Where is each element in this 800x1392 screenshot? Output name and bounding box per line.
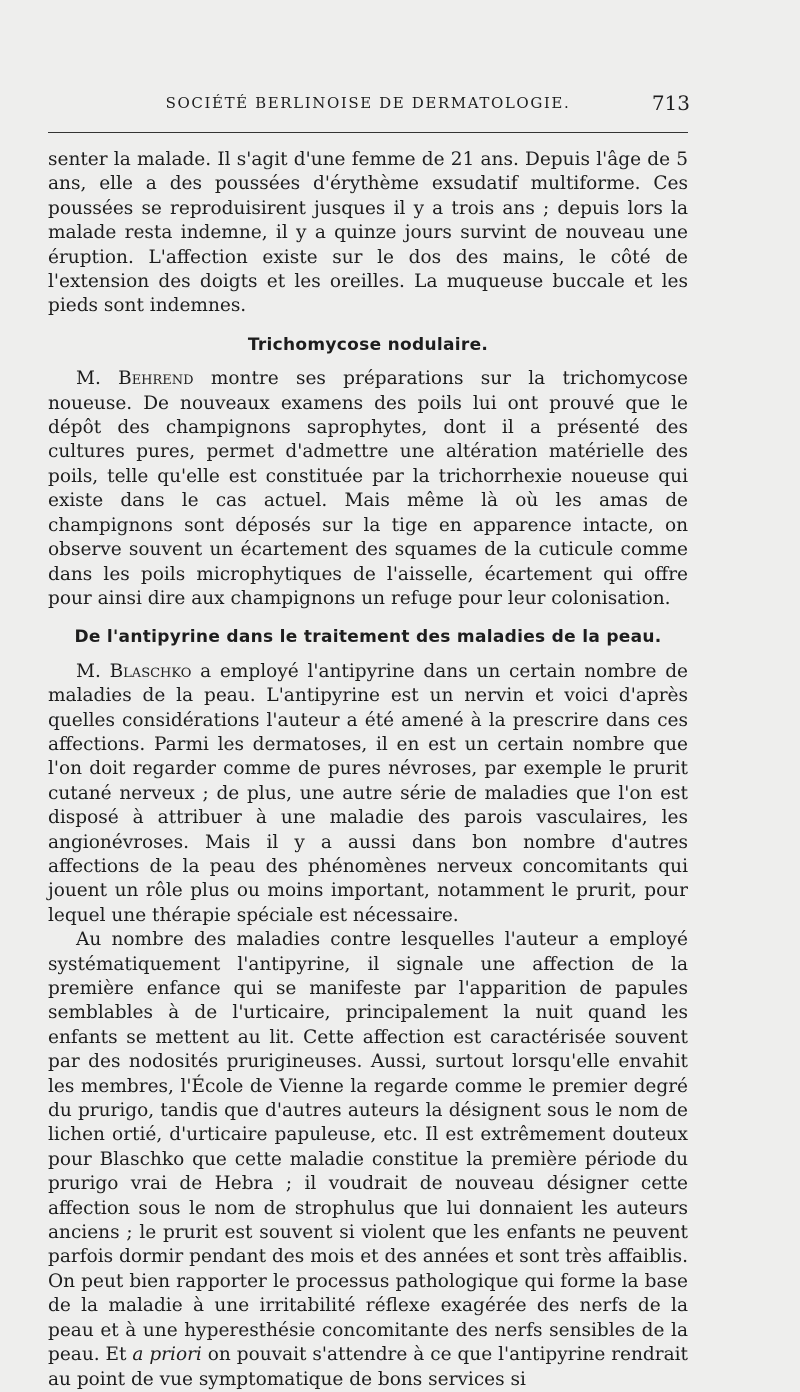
author-name: Behrend: [118, 368, 194, 390]
section-heading-trichomycose: Trichomycose nodulaire.: [247, 334, 489, 355]
author-name: Blaschko: [109, 660, 192, 682]
paragraph-text: a employé l'antipyrine dans un certain nombre de maladies de la peau. L'antipyrine est un nervin et voici d'après quelles considérations l'auteur a été amené à la prescrire dans ces affections. Parmi les dermatoses, il en est un certain nombre que l'on doit regarder comme de pures névroses, par exemple le prurit cutané nerveux ; de plus, une autre série de maladies que l'on est disposé à attribuer à une maladie des parois vasculaires, les angionévroses. Mais il y a aussi dans bon nombre d'autres affections de la peau des phénomènes nerveux concomitants qui jouent un rôle plus ou moins important, notamment le prurit, pour lequel une thérapie spéciale est nécessaire.: [48, 660, 688, 926]
paragraph-behrend: [48, 367, 688, 611]
paragraph-text: montre ses préparations sur la trichomycose noueuse. De nouveaux examens des poils lui ont prouvé que le dépôt des champignons saprophytes, dont il a présenté des cultures pures, permet d'admettre une altération matérielle des poils, telle qu'elle est constituée par la trichorrhexie noueuse qui existe dans le cas actuel. Mais même là où les amas de champignons sont déposés sur la tige en apparence intacte, on observe souvent un écartement des squames de la cuticule comme dans les poils microphytiques de l'aisselle, écartement qui offre pour ainsi dire aux champignons un refuge pour leur colonisation.: [48, 368, 688, 609]
header-rule: [48, 132, 688, 133]
paragraph-continued: senter la malade. Il s'agit d'une femme de 21 ans. Depuis l'âge de 5 ans, elle a des poussées d'érythème exsudatif multiforme. Ces poussées se reproduisirent jusques il y a trois ans ; depuis lors la malade resta indemne, il y a quinze jours survint de nouveau une éruption. L'affection existe sur le dos des mains, le côté de l'extension des doigts et les oreilles. La muqueuse buccale et les pieds sont indemnes.: [48, 149, 688, 317]
paragraph-prefix: M.: [76, 660, 110, 682]
paragraph-prefix: M.: [76, 368, 119, 390]
italic-phrase: a priori: [132, 1344, 202, 1366]
paragraph-text-end: on pouvait s'attendre à ce que l'antipyrine rendrait au point de vue symptomatique de bons services si: [48, 1344, 688, 1390]
section-heading-antipyrine: De l'antipyrine dans le traitement des maladies de la peau.: [74, 627, 662, 648]
paragraph-strophulus: [48, 928, 688, 1392]
page-number: 713: [651, 91, 690, 115]
running-head: [48, 91, 690, 118]
paragraph-text: Au nombre des maladies contre lesquelles l'auteur a employé systématiquement l'antipyrine, il signale une affection de la première enfance qui se manifeste par l'apparition de papules semblables à de l'urticaire, principalement la nuit quand les enfants se mettent au lit. Cette affection est caractérisée souvent par des nodosités prurigineuses. Aussi, surtout lorsqu'elle envahit les membres, l'École de Vienne la regarde comme le premier degré du prurigo, tandis que d'autres auteurs la désignent sous le nom de lichen ortié, d'urticaire papuleuse, etc. Il est extrêmement douteux pour Blaschko que cette maladie constitue la première période du prurigo vrai de Hebra ; il voudrait de nouveau désigner cette affection sous le nom de strophulus que lui donnaient les auteurs anciens ; le prurit est souvent si violent que les enfants ne peuvent parfois dormir pendant des mois et des années et sont très affaiblis. On peut bien rapporter le processus pathologique qui forme la base de la maladie à une irritabilité réflexe exagérée des nerfs de la peau et à une hyperesthésie concomitante des nerfs sensibles de la peau. Et: [48, 929, 688, 1366]
body-text: [48, 148, 688, 1392]
paragraph-blaschko: [48, 660, 688, 928]
running-title: SOCIÉTÉ BERLINOISE DE DERMATOLOGIE.: [165, 94, 571, 112]
